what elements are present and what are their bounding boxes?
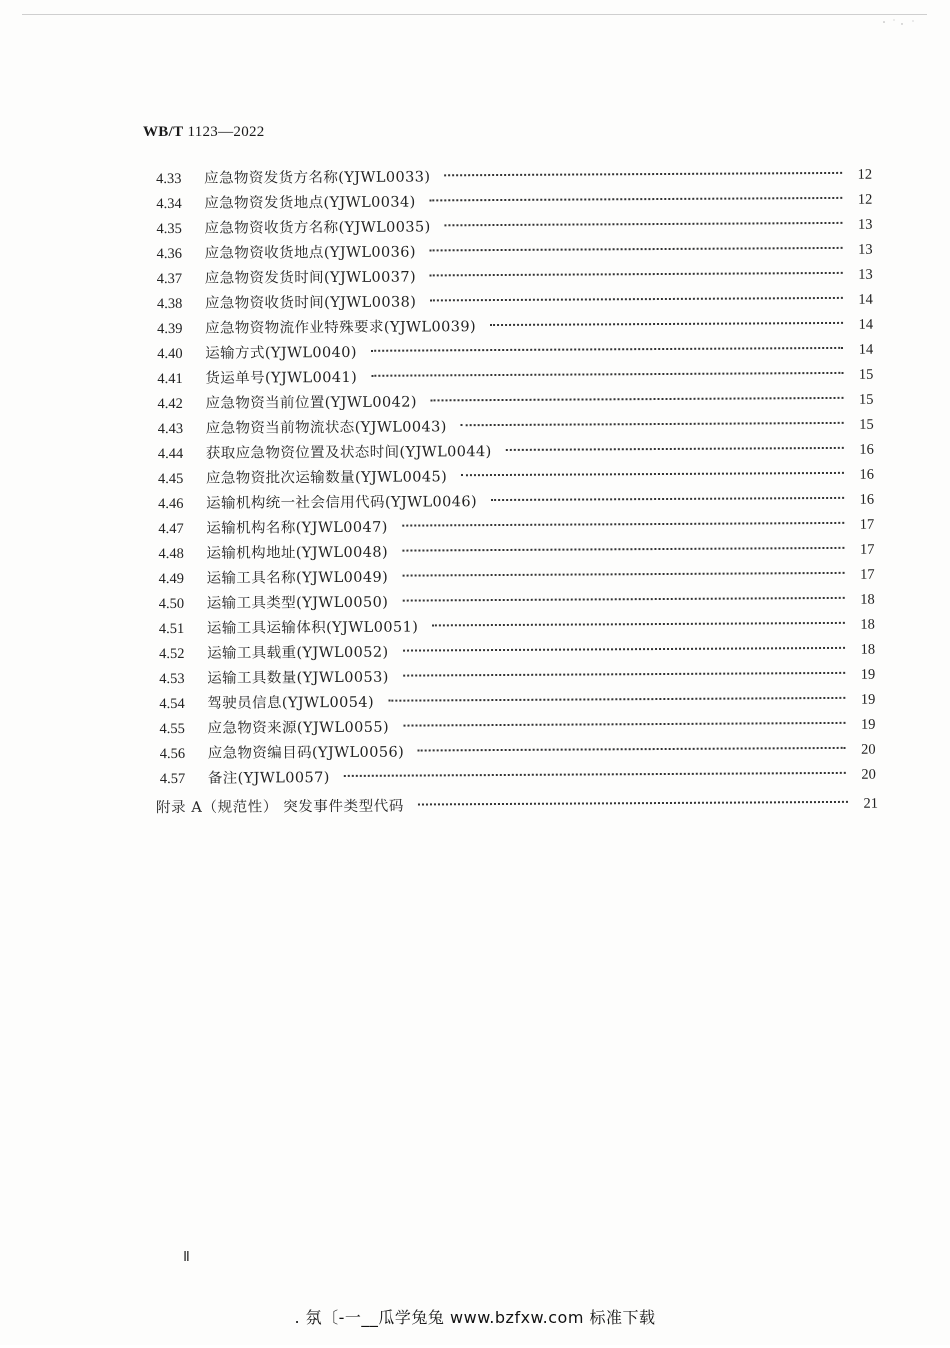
toc-leader-dots xyxy=(402,597,844,602)
toc-entry[interactable] xyxy=(158,439,874,465)
toc-entry[interactable] xyxy=(159,689,875,715)
toc-entry-page: 16 xyxy=(859,491,875,508)
toc-leader-dots xyxy=(371,347,843,352)
toc-entry[interactable] xyxy=(160,764,876,790)
toc-entry-number: 4.46 xyxy=(158,495,184,513)
toc-entry[interactable] xyxy=(158,514,874,540)
toc-entry[interactable] xyxy=(157,289,873,315)
toc-entry-title: 应急物资来源(YJWL0055) xyxy=(207,719,390,737)
toc-leader-dots xyxy=(388,697,845,702)
toc-appendix-page: 21 xyxy=(863,795,879,812)
toc-entry-page: 13 xyxy=(858,266,873,283)
toc-entry-title: 应急物资当前物流状态(YJWL0043) xyxy=(205,419,447,437)
toc-entry[interactable] xyxy=(159,614,875,640)
toc-leader-dots xyxy=(491,497,844,501)
toc-entry-title: 应急物资收货方名称(YJWL0035) xyxy=(204,219,431,237)
toc-entry[interactable] xyxy=(158,489,874,515)
toc-entry-page: 14 xyxy=(858,291,873,308)
toc-appendix-title: 附录 A（规范性） 突发事件类型代码 xyxy=(155,798,405,817)
toc-entry-page: 16 xyxy=(859,466,875,483)
download-watermark: . 氛〔-一__瓜学兔兔 www.bzfxw.com 标准下载 xyxy=(294,1308,656,1327)
toc-appendix-entry[interactable] xyxy=(156,793,878,819)
toc-entry-number: 4.42 xyxy=(157,395,183,413)
toc-entry-number: 4.33 xyxy=(156,170,182,188)
toc-leader-dots xyxy=(461,472,844,476)
toc-entry-page: 13 xyxy=(858,241,873,258)
toc-entry-number: 4.40 xyxy=(157,345,183,363)
page-number-roman: Ⅱ xyxy=(183,1250,190,1265)
toc-entry-page: 18 xyxy=(860,616,875,633)
toc-entry-page: 14 xyxy=(858,341,874,358)
toc-entry-number: 4.44 xyxy=(157,445,184,463)
toc-entry[interactable] xyxy=(159,639,875,665)
toc-entry[interactable] xyxy=(157,339,873,365)
toc-entry-number: 4.39 xyxy=(157,320,183,338)
toc-entry-title: 运输工具载重(YJWL0052) xyxy=(207,644,389,662)
toc-entry[interactable] xyxy=(156,164,872,190)
toc-entry-number: 4.51 xyxy=(158,620,185,638)
toc-entry-page: 19 xyxy=(860,716,876,733)
toc-entry-page: 20 xyxy=(861,741,876,758)
toc-entry-number: 4.36 xyxy=(156,245,183,263)
toc-entry[interactable] xyxy=(157,264,873,290)
toc-entry-page: 19 xyxy=(860,691,876,708)
toc-leader-dots xyxy=(431,397,844,402)
toc-entry[interactable] xyxy=(157,364,873,390)
scan-noise xyxy=(880,16,920,30)
toc-entry-page: 13 xyxy=(857,216,873,233)
toc-entry[interactable] xyxy=(157,389,873,415)
toc-entry[interactable] xyxy=(158,414,874,440)
toc-entry-title: 运输工具数量(YJWL0053) xyxy=(207,669,389,687)
toc-entry-number: 4.37 xyxy=(156,270,183,288)
toc-entry-title: 运输机构名称(YJWL0047) xyxy=(206,519,388,537)
toc-leader-dots xyxy=(430,297,843,302)
toc-entry-title: 应急物资物流作业特殊要求(YJWL0039) xyxy=(205,319,477,337)
toc-entry-number: 4.57 xyxy=(159,770,186,788)
toc-entry-number: 4.41 xyxy=(157,370,183,388)
toc-leader-dots xyxy=(402,547,844,552)
toc-entry[interactable] xyxy=(158,464,874,490)
toc-entry-title: 货运单号(YJWL0041) xyxy=(205,369,358,387)
toc-entry-title: 应急物资收货时间(YJWL0038) xyxy=(204,294,417,312)
toc-leader-dots xyxy=(403,672,845,677)
toc-entry-number: 4.35 xyxy=(156,220,182,238)
toc-leader-dots xyxy=(402,572,844,577)
toc-entry-title: 应急物资编目码(YJWL0056) xyxy=(207,744,405,762)
toc-entry-title: 运输工具名称(YJWL0049) xyxy=(206,569,389,587)
toc-leader-dots xyxy=(418,747,846,752)
toc-entry[interactable] xyxy=(159,664,875,690)
toc-entry[interactable] xyxy=(160,739,876,765)
toc-leader-dots xyxy=(430,247,843,252)
toc-entry-number: 4.47 xyxy=(158,520,184,538)
toc-entry-number: 4.49 xyxy=(158,570,185,588)
toc-entry-title: 驾驶员信息(YJWL0054) xyxy=(207,694,375,712)
toc-entry-title: 运输工具类型(YJWL0050) xyxy=(206,594,389,612)
toc-entry-number: 4.52 xyxy=(159,645,185,663)
toc-leader-dots xyxy=(403,647,845,652)
toc-entry-number: 4.45 xyxy=(157,470,184,488)
toc-entry-page: 17 xyxy=(859,541,875,558)
toc-entry[interactable] xyxy=(159,564,875,590)
toc-entry-number: 4.48 xyxy=(158,545,184,563)
standard-code: WB/T xyxy=(143,124,184,140)
toc-entry[interactable] xyxy=(159,589,875,615)
toc-entry-title: 运输方式(YJWL0040) xyxy=(205,344,358,362)
toc-entry-page: 15 xyxy=(858,391,874,408)
toc-leader-dots xyxy=(461,422,844,426)
toc-entry-page: 18 xyxy=(860,591,875,608)
toc-entry-page: 14 xyxy=(858,316,874,333)
toc-entry[interactable] xyxy=(156,189,872,215)
toc-entry-title: 运输工具运输体积(YJWL0051) xyxy=(206,619,419,637)
toc-entry[interactable] xyxy=(156,214,872,240)
toc-entry-number: 4.54 xyxy=(159,695,185,713)
toc-entry[interactable] xyxy=(157,239,873,265)
toc-leader-dots xyxy=(490,322,843,326)
toc-entry-title: 获取应急物资位置及状态时间(YJWL0044) xyxy=(205,444,492,462)
toc-entry-title: 应急物资发货方名称(YJWL0033) xyxy=(204,169,431,187)
toc-leader-dots xyxy=(418,801,848,806)
toc-leader-dots xyxy=(432,622,845,627)
toc-leader-dots xyxy=(506,447,844,451)
toc-entry-title: 应急物资当前位置(YJWL0042) xyxy=(205,394,417,412)
toc-entry-page: 19 xyxy=(860,666,876,683)
toc-entry-number: 4.56 xyxy=(159,745,186,763)
toc-entry-page: 12 xyxy=(857,166,873,183)
toc-entry-title: 应急物资收货地点(YJWL0036) xyxy=(204,244,417,262)
toc-entry-title: 应急物资发货地点(YJWL0034) xyxy=(204,194,416,212)
toc-leader-dots xyxy=(430,197,843,202)
toc-leader-dots xyxy=(444,172,842,176)
toc-entry-title: 运输机构统一社会信用代码(YJWL0046) xyxy=(206,494,478,512)
toc-entry-page: 18 xyxy=(860,641,876,658)
toc-entry-number: 4.55 xyxy=(159,720,185,738)
toc-entry-title: 运输机构地址(YJWL0048) xyxy=(206,544,389,562)
toc-leader-dots xyxy=(344,772,846,777)
toc-entry-number: 4.34 xyxy=(156,195,182,213)
toc-leader-dots xyxy=(445,222,843,226)
standard-number: 1123—2022 xyxy=(187,124,265,140)
toc-entry[interactable] xyxy=(157,314,873,340)
toc-entry[interactable] xyxy=(158,539,874,565)
toc-entry-page: 15 xyxy=(859,416,874,433)
toc-entry-page: 16 xyxy=(859,441,874,458)
toc-entry-page: 15 xyxy=(858,366,874,383)
toc-entry-page: 20 xyxy=(861,766,876,783)
toc-entry-title: 备注(YJWL0057) xyxy=(207,770,330,787)
toc-entry-page: 17 xyxy=(860,566,875,583)
toc-entry-number: 4.50 xyxy=(158,595,185,613)
toc-entry-title: 应急物资批次运输数量(YJWL0045) xyxy=(205,469,448,487)
toc-entry-number: 4.38 xyxy=(156,295,183,313)
toc-entry-number: 4.53 xyxy=(159,670,185,688)
toc-entry-page: 12 xyxy=(857,191,873,208)
toc-leader-dots xyxy=(403,722,845,727)
toc-leader-dots xyxy=(430,272,843,277)
toc-leader-dots xyxy=(371,372,843,377)
toc-entry-page: 17 xyxy=(859,516,875,533)
toc-entry[interactable] xyxy=(159,714,875,740)
toc-leader-dots xyxy=(402,522,844,527)
toc-entry-number: 4.43 xyxy=(157,420,184,438)
toc-entry-title: 应急物资发货时间(YJWL0037) xyxy=(204,269,417,287)
